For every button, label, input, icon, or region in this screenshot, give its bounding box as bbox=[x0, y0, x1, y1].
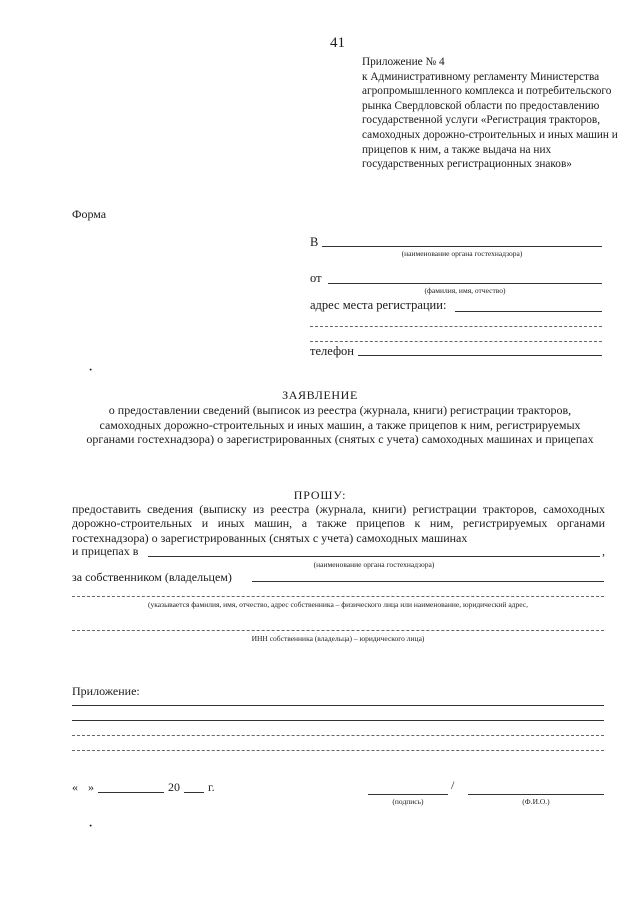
attachment-line-3[interactable] bbox=[72, 735, 604, 736]
appendix-body: к Административному регламенту Министерства агропромышленного комплекса и потребительского рынка Свердловской области по предоставлению государственной услуги «Регистрация тракторов, самоходных дорожно-строительных и иных машин и прицепов к ним, а также выдача на них государственных регистрационных знаков» bbox=[362, 70, 618, 171]
scan-speck-2: · bbox=[88, 818, 94, 835]
address-line-2[interactable] bbox=[310, 326, 602, 327]
from-hint: (фамилия, имя, отчество) bbox=[424, 286, 506, 295]
year-prefix: 20 bbox=[168, 780, 180, 794]
address-label: адрес места регистрации: bbox=[310, 298, 447, 312]
statement-subtitle: о предоставлении сведений (выписок из реестра (журнала, книги) регистрации тракторов, самоходных дорожно-строительных и иных машин, а также прицепов к ним, регистрируемых органами гостехнадзора) о зарегистрированных (снятых с учета) самоходных машинах и прицепах bbox=[86, 403, 594, 446]
owner-label: за собственником (владельцем) bbox=[72, 570, 232, 584]
phone-field[interactable] bbox=[358, 355, 602, 356]
signature-field[interactable] bbox=[368, 794, 448, 795]
organ-comma: , bbox=[602, 544, 605, 558]
address-line-3[interactable] bbox=[310, 341, 602, 342]
phone-label: телефон bbox=[310, 344, 354, 358]
form-label: Форма bbox=[72, 207, 107, 221]
organ-hint: (наименование органа гостехнадзора) bbox=[313, 560, 435, 569]
signature-separator: / bbox=[451, 778, 455, 792]
from-field[interactable] bbox=[328, 283, 602, 284]
date-open-quote: « bbox=[72, 780, 78, 794]
sign-hint: (подпись) bbox=[392, 797, 424, 806]
to-hint: (наименование органа гостехнадзора) bbox=[401, 249, 523, 258]
to-field[interactable] bbox=[322, 246, 602, 247]
scan-speck: · bbox=[88, 362, 94, 379]
appendix-header bbox=[362, 55, 632, 172]
inn-field[interactable] bbox=[72, 630, 604, 631]
organ-field[interactable] bbox=[148, 556, 600, 557]
year-suffix: г. bbox=[208, 780, 215, 794]
owner-field[interactable] bbox=[252, 581, 604, 582]
statement-title: ЗАЯВЛЕНИЕ bbox=[282, 388, 358, 402]
from-prefix: от bbox=[310, 271, 322, 285]
date-close-quote: » bbox=[88, 780, 94, 794]
request-title: ПРОШУ: bbox=[293, 488, 347, 502]
inn-hint: ИНН собственника (владельца) – юридического лица) bbox=[251, 634, 425, 643]
request-body: предоставить сведения (выписку из реестра (журнала, книги) регистрации тракторов, самоходных дорожно-строительных и иных машин, а также прицепов к ним, регистрируемых органами гостехнадзора) о зарегистрированных (снятых с учета) самоходных машинах bbox=[72, 502, 605, 545]
owner-hint: (указывается фамилия, имя, отчество, адрес собственника – физического лица или наименование, юридический адрес, bbox=[148, 600, 528, 609]
attachment-line-1[interactable] bbox=[72, 705, 604, 706]
attachment-line-4[interactable] bbox=[72, 750, 604, 751]
appendix-number: Приложение № 4 bbox=[362, 56, 445, 68]
organ-prefix: и прицепах в bbox=[72, 544, 139, 558]
attachment-line-2[interactable] bbox=[72, 720, 604, 721]
owner-line-2[interactable] bbox=[72, 596, 604, 597]
address-field[interactable] bbox=[455, 311, 602, 312]
date-month-field[interactable] bbox=[98, 792, 164, 793]
name-hint: (Ф.И.О.) bbox=[522, 797, 550, 806]
to-prefix: В bbox=[310, 235, 319, 249]
name-field[interactable] bbox=[468, 794, 604, 795]
page-number: 41 bbox=[330, 35, 345, 51]
year-field[interactable] bbox=[184, 792, 204, 793]
attachment-label: Приложение: bbox=[72, 684, 140, 698]
